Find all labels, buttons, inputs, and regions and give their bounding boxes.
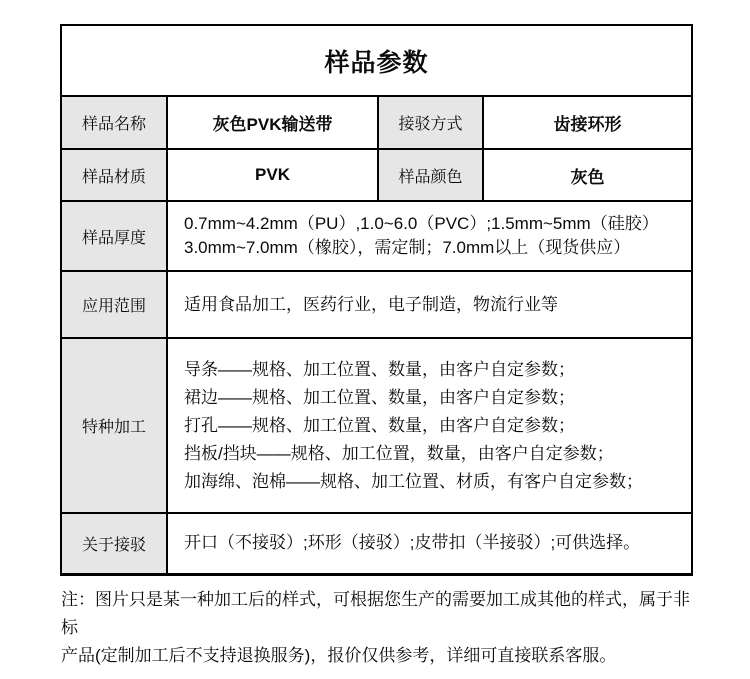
value-thickness (167, 201, 692, 271)
value-sample-name: 灰色PVK输送带 (167, 96, 378, 149)
label-sample-name: 样品名称 (61, 96, 167, 149)
value-special-processing (167, 338, 692, 513)
value-about-joint (167, 513, 692, 574)
value-application (167, 271, 692, 338)
label-about-joint: 关于接驳 (61, 513, 167, 574)
thickness-line-2: 3.0mm~7.0mm（橡胶），需定制；7.0mm以上（现货供应） (184, 238, 631, 257)
special-line-3: 打孔——规格、加工位置、数量，由客户自定参数； (184, 415, 575, 435)
row-special-processing (61, 338, 692, 513)
label-thickness: 样品厚度 (61, 201, 167, 271)
thickness-line-1: 0.7mm~4.2mm（PU）,1.0~6.0（PVC）;1.5mm~5mm（硅胶） (184, 214, 659, 233)
row-thickness (61, 201, 692, 271)
label-special-processing: 特种加工 (61, 338, 167, 513)
value-joint-method: 齿接环形 (483, 96, 692, 149)
spec-table (60, 24, 693, 576)
label-sample-material: 样品材质 (61, 149, 167, 201)
special-line-2: 裙边——规格、加工位置、数量，由客户自定参数； (184, 387, 575, 407)
row-sample-name (61, 96, 692, 149)
special-line-5: 加海绵、泡棉——规格、加工位置、材质，有客户自定参数； (184, 471, 643, 491)
about-joint-line-1: 开口（不接驳）;环形（接驳）;皮带扣（半接驳）;可供选择。 (184, 533, 641, 553)
label-sample-color: 样品颜色 (378, 149, 483, 201)
special-line-1: 导条——规格、加工位置、数量，由客户自定参数； (184, 359, 575, 379)
value-sample-material: PVK (167, 149, 378, 201)
footnote (61, 586, 706, 670)
label-joint-method: 接驳方式 (378, 96, 483, 149)
footnote-line-1: 注：图片只是某一种加工后的样式，可根据您生产的需要加工成其他的样式，属于非标 (61, 590, 690, 637)
footnote-line-2: 产品(定制加工后不支持退换服务)，报价仅供参考，详细可直接联系客服。 (61, 646, 617, 665)
row-sample-material (61, 149, 692, 201)
row-about-joint (61, 513, 692, 574)
application-line-1: 适用食品加工，医药行业，电子制造，物流行业等 (184, 294, 558, 314)
table-title: 样品参数 (61, 25, 692, 96)
table-title-row (61, 25, 692, 96)
label-application: 应用范围 (61, 271, 167, 338)
special-line-4: 挡板/挡块——规格、加工位置，数量，由客户自定参数； (184, 443, 614, 463)
row-application (61, 271, 692, 338)
value-sample-color: 灰色 (483, 149, 692, 201)
